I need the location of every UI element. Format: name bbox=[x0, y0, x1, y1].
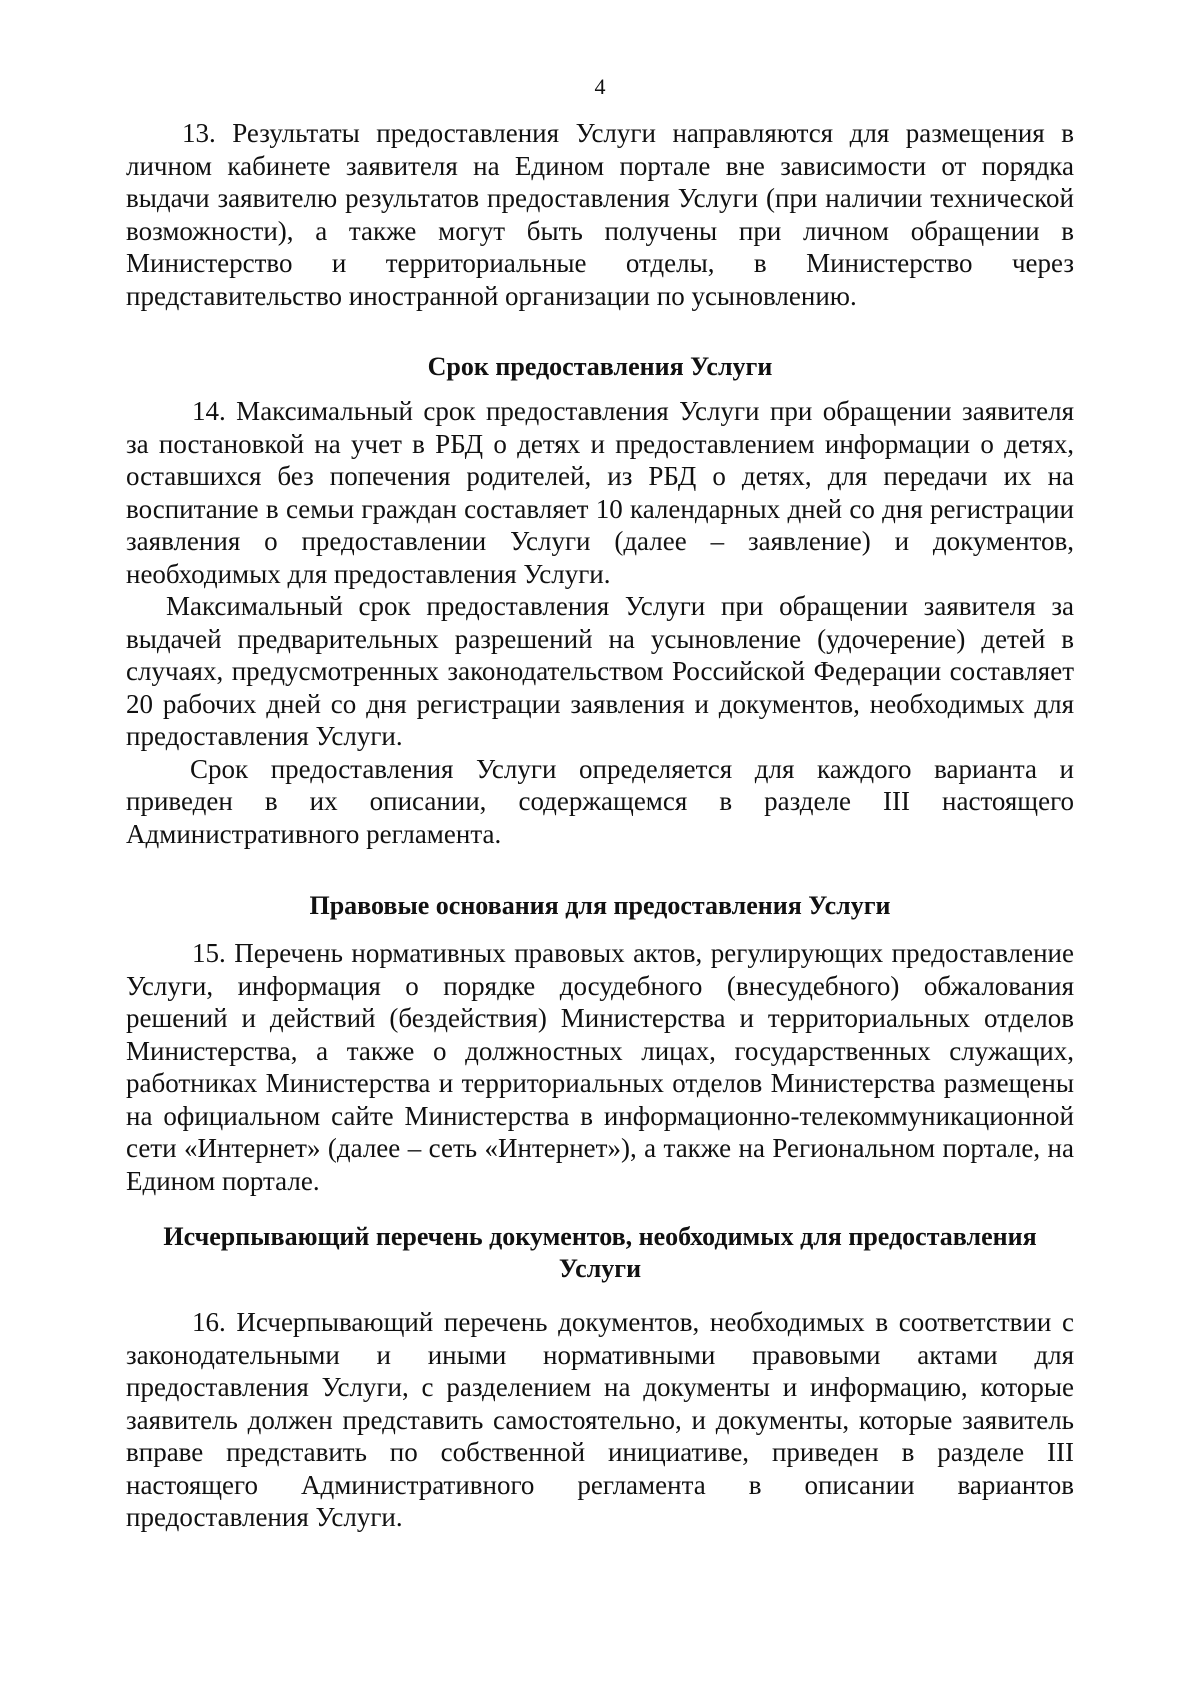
page-number: 4 bbox=[594, 74, 606, 99]
paragraph-14: 14. Максимальный срок предоставления Услуги при обращении заявителя за постановкой на учет в РБД о детях и предоставлением информации о детях, оставшихся без попечения родителей, из РБД о детях, для передачи их на воспитание в семьи граждан составляет 10 календарных дней со дня регистрации заявления о предоставлении Услуги (далее – заявление) и документов, необходимых для предоставления Услуги. bbox=[126, 396, 1074, 589]
heading-legal-grounds: Правовые основания для предоставления Услуги bbox=[309, 891, 891, 920]
heading-required-documents: Исчерпывающий перечень документов, необходимых для предоставления Услуги bbox=[163, 1222, 1037, 1283]
paragraph-13: 13. Результаты предоставления Услуги направляются для размещения в личном кабинете заявителя на Едином портале вне зависимости от порядка выдачи заявителю результатов предоставления Услуги (при наличии технической возможности), а также могут быть получены при личном обращении в Министерство и территориальные отделы, в Министерство через представительство иностранной организации по усыновлению. bbox=[126, 118, 1074, 311]
paragraph-14-third: Срок предоставления Услуги определяется для каждого варианта и приведен в их описании, содержащемся в разделе III настоящего Административного регламента. bbox=[126, 753, 1074, 849]
paragraph-15: 15. Перечень нормативных правовых актов, регулирующих предоставление Услуги, информация о порядке досудебного (внесудебного) обжалования решений и действий (бездействия) Министерства и территориальных отделов Министерства, а также о должностных лицах, государственных служащих, работниках Министерства и территориальных отделов Министерства размещены на официальном сайте Министерства в информационно-телекоммуникационной сети «Интернет» (далее – сеть «Интернет»), а также на Региональном портале, на Едином портале. bbox=[126, 938, 1074, 1196]
document-body bbox=[126, 117, 1074, 1534]
paragraph-14-second: Максимальный срок предоставления Услуги при обращении заявителя за выдачей предварительных разрешений на усыновление (удочерение) детей в случаях, предусмотренных законодательством Российской Федерации составляет 20 рабочих дней со дня регистрации заявления и документов, необходимых для предоставления Услуги. bbox=[126, 591, 1074, 751]
heading-service-term: Срок предоставления Услуги bbox=[427, 352, 773, 381]
paragraph-16: 16. Исчерпывающий перечень документов, необходимых в соответствии с законодательными и иными нормативными правовыми актами для предоставления Услуги, с разделением на документы и информацию, которые заявитель должен представить самостоятельно, и документы, которые заявитель вправе представить по собственной инициативе, приведен в разделе III настоящего Административного регламента в описании вариантов предоставления Услуги. bbox=[126, 1307, 1074, 1532]
